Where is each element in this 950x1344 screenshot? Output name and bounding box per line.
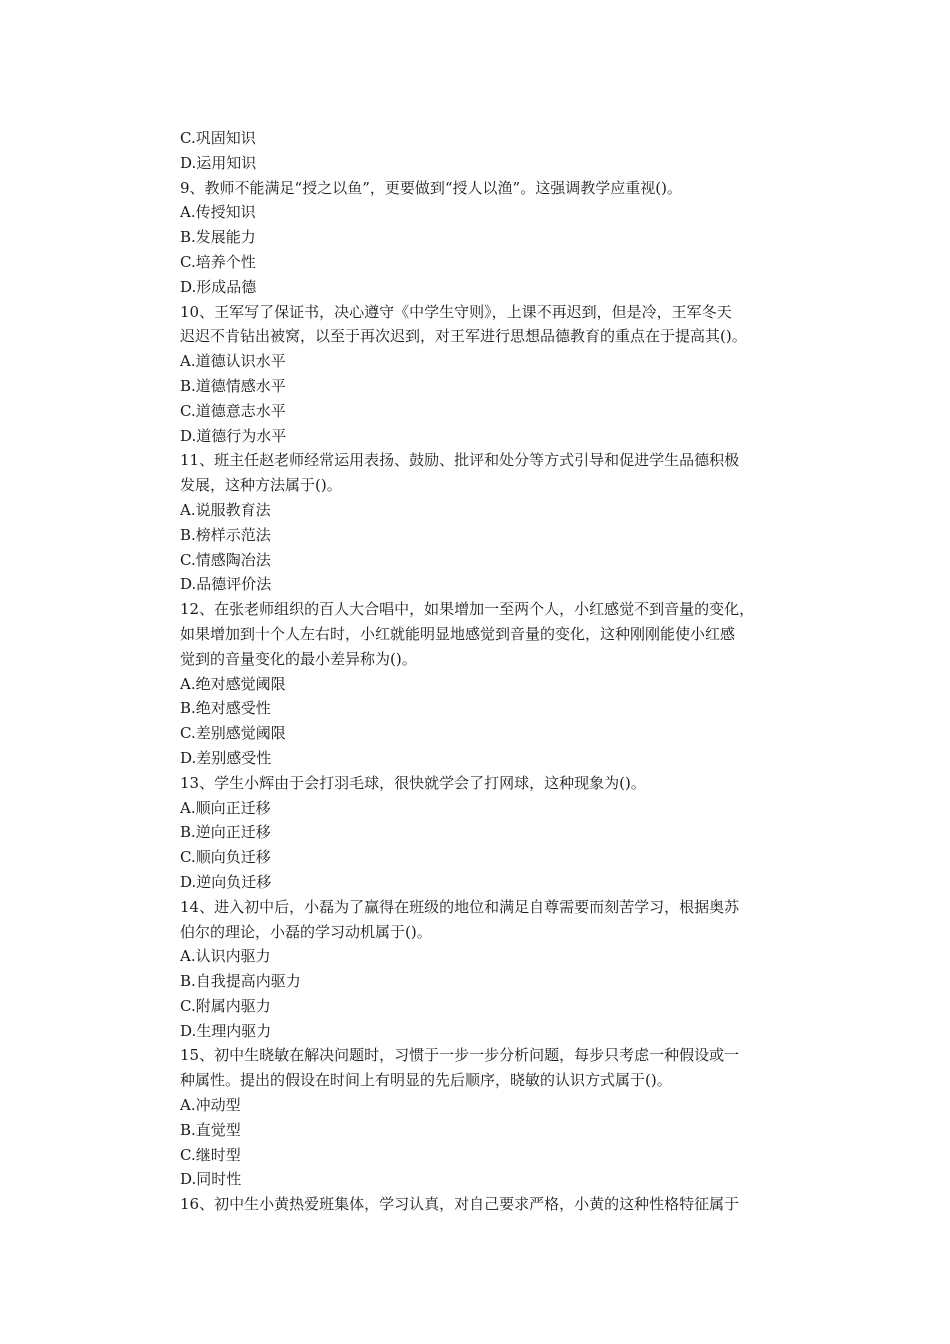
question-14: [180, 895, 820, 1044]
option-b: B.逆向正迁移: [180, 823, 271, 842]
question-text: 9、教师不能满足“授之以鱼”，更要做到“授人以渔”。这强调教学应重视()。: [180, 178, 682, 197]
option-b: B.自我提高内驱力: [180, 972, 301, 991]
question-12: [180, 597, 820, 771]
question-text: 10、王军写了保证书，决心遵守《中学生守则》，上课不再迟到，但是冷，王军冬天: [180, 302, 732, 321]
option-d: D.差别感受性: [180, 748, 272, 767]
option-d: D.生理内驱力: [180, 1021, 272, 1040]
option-c: C.情感陶冶法: [180, 550, 271, 569]
question-text: 发展，这种方法属于()。: [180, 476, 342, 495]
option-a: A.绝对感觉阈限: [180, 674, 286, 693]
option-a: A.顺向正迁移: [180, 798, 271, 817]
option-b: B.发展能力: [180, 228, 256, 247]
option-d: D.品德评价法: [180, 575, 272, 594]
document-page: [180, 126, 820, 1217]
option-line: C.巩固知识: [180, 129, 256, 147]
option-c: C.道德意志水平: [180, 401, 286, 420]
option-c: C.差别感觉阈限: [180, 724, 286, 743]
question-10: [180, 300, 820, 449]
option-a: A.认识内驱力: [180, 947, 271, 966]
option-c: C.附属内驱力: [180, 996, 271, 1015]
option-line: D.运用知识: [180, 153, 257, 172]
question-13: [180, 771, 820, 895]
option-a: A.说服教育法: [180, 500, 271, 519]
option-d: D.形成品德: [180, 277, 257, 296]
option-b: B.道德情感水平: [180, 376, 286, 395]
option-b: B.绝对感受性: [180, 699, 271, 718]
option-b: B.榜样示范法: [180, 525, 271, 544]
question-text: 伯尔的理论，小磊的学习动机属于()。: [180, 922, 432, 941]
question-16: [180, 1192, 820, 1217]
question-text: 15、初中生晓敏在解决问题时，习惯于一步一步分析问题，每步只考虑一种假设或一: [180, 1046, 740, 1065]
question-text: 如果增加到十个人左右时，小红就能明显地感觉到音量的变化，这种刚刚能使小红感: [180, 624, 736, 643]
question-text: 16、初中生小黄热爱班集体，学习认真，对自己要求严格，小黄的这种性格特征属于: [180, 1195, 740, 1214]
option-c: C.培养个性: [180, 252, 256, 271]
option-a: A.传授知识: [180, 203, 256, 222]
question-text: 觉到的音量变化的最小差异称为()。: [180, 649, 417, 668]
question-text: 种属性。提出的假设在时间上有明显的先后顺序，晓敏的认识方式属于()。: [180, 1071, 672, 1090]
option-d: D.道德行为水平: [180, 426, 287, 445]
option-a: A.冲动型: [180, 1096, 241, 1115]
question-text: 迟迟不肯钻出被窝，以至于再次迟到，对王军进行思想品德教育的重点在于提高其()。: [180, 327, 747, 346]
question-15: [180, 1043, 820, 1192]
question-text: 13、学生小辉由于会打羽毛球，很快就学会了打网球，这种现象为()。: [180, 773, 646, 792]
option-d: D.逆向负迁移: [180, 872, 272, 891]
option-a: A.道德认识水平: [180, 352, 286, 371]
question-text: 14、进入初中后，小磊为了赢得在班级的地位和满足自尊需要而刻苦学习，根据奥苏: [180, 897, 740, 916]
option-b: B.直觉型: [180, 1120, 241, 1139]
option-c: C.顺向负迁移: [180, 848, 271, 867]
question-11: [180, 448, 820, 597]
option-d: D.同时性: [180, 1170, 242, 1189]
question-9: [180, 176, 820, 300]
question-text: 12、在张老师组织的百人大合唱中，如果增加一至两个人，小红感觉不到音量的变化，: [180, 600, 755, 619]
question-text: 11、班主任赵老师经常运用表扬、鼓励、批评和处分等方式引导和促进学生品德积极: [180, 451, 740, 470]
option-c: C.继时型: [180, 1145, 241, 1164]
